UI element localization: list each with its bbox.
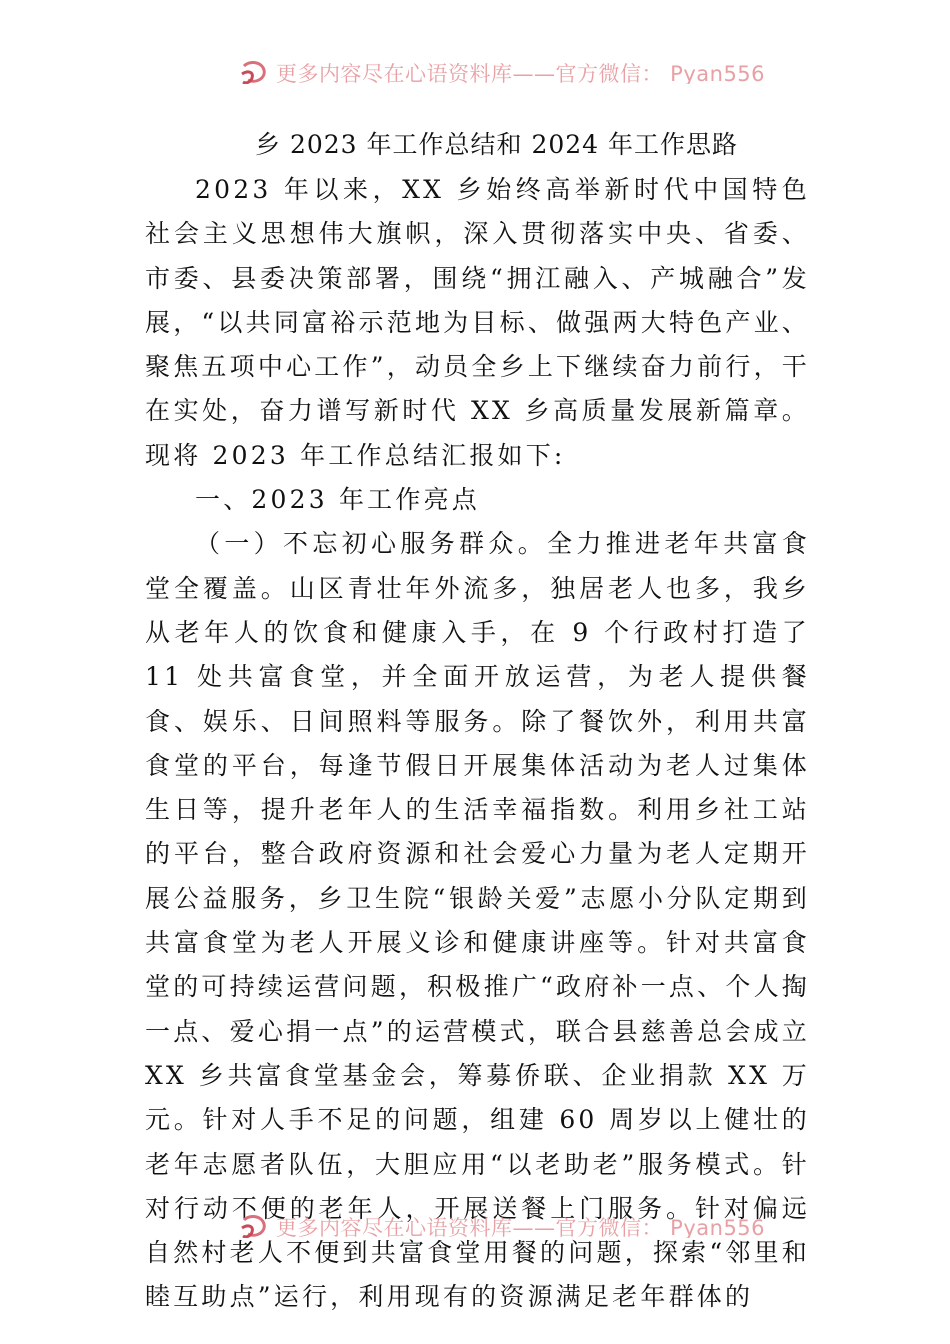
brand-logo-icon [240, 60, 270, 84]
watermark-footer [0, 1204, 950, 1238]
document-body [145, 168, 810, 1320]
watermark-header [0, 50, 950, 84]
intro-paragraph: 2023 年以来，XX 乡始终高举新时代中国特色社会主义思想伟大旗帜，深入贯彻落实中央、省委、市委、县委决策部署，围绕“拥江融入、产城融合”发展，“以共同富裕示范地为目标、做强两大特色产业、聚焦五项中心工作”，动员全乡上下继续奋力前行，干在实处，奋力谱写新时代 XX 乡高质量发展新篇章。现将 2023 年工作总结汇报如下: [145, 175, 810, 470]
watermark-text: 更多内容尽在心语资料库——官方微信： Pyan556 [276, 1216, 766, 1238]
section-heading: 一、2023 年工作亮点 [195, 485, 480, 515]
document-title: 乡 2023 年工作总结和 2024 年工作思路 [255, 130, 739, 159]
section-paragraph: （一）不忘初心服务群众。全力推进老年共富食堂全覆盖。山区青壮年外流多，独居老人也多，我乡从老年人的饮食和健康入手，在 9 个行政村打造了 11 处共富食堂，并全面开放运营，为老人提供餐食、娱乐、日间照料等服务。除了餐饮外，利用共富食堂的平台，每逢节假日开展集体活动为老人过集体生日等，提升老年人的生活幸福指数。利用乡社工站的平台，整合政府资源和社会爱心力量为老人定期开展公益服务，乡卫生院“银龄关爱”志愿小分队定期到共富食堂为老人开展义诊和健康讲座等。针对共富食堂的可持续运营问题，积极推广“政府补一点、个人掏一点、爱心捐一点”的运营模式，联合县慈善总会成立 XX 乡共富食堂基金会，筹募侨联、企业捐款 XX 万元。针对人手不足的问题，组建 60 周岁以上健壮的老年志愿者队伍，大胆应用“以老助老”服务模式。针对行动不便的老年人，开展送餐上门服务。针对偏远自然村老人不便到共富食堂用餐的问题，探索“邻里和睦互助点”运行，利用现有的资源满足老年群体的 [145, 529, 810, 1312]
brand-logo-icon [240, 1214, 270, 1238]
watermark-text: 更多内容尽在心语资料库——官方微信： Pyan556 [276, 62, 766, 84]
